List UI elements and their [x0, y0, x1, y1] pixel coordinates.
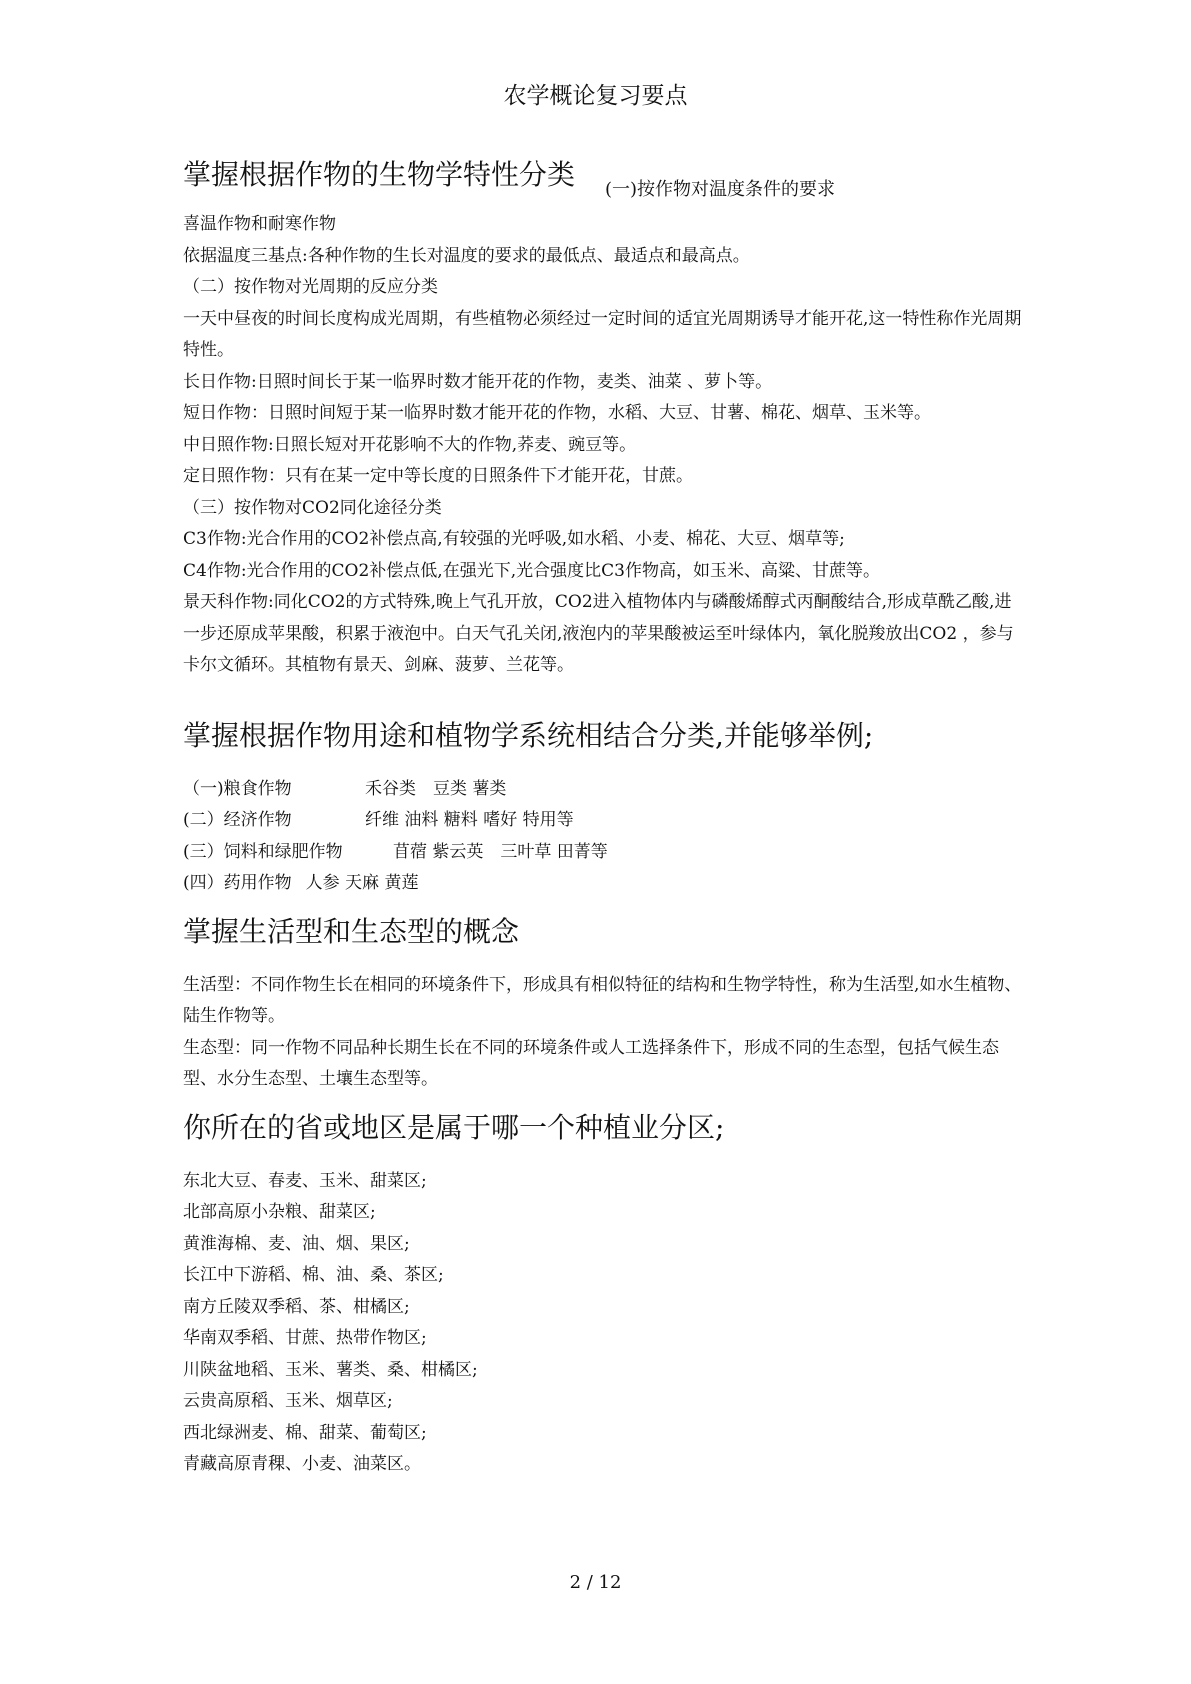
paragraph: C3作物:光合作用的CO2补偿点高,有较强的光呼吸,如水稻、小麦、棉花、大豆、烟草等;	[183, 529, 845, 549]
paragraph: （二）按作物对光周期的反应分类	[183, 277, 438, 297]
section-1-subheading: (一)按作物对温度条件的要求	[605, 179, 836, 200]
paragraph: 喜温作物和耐寒作物	[183, 214, 336, 234]
section-3-heading: 掌握生活型和生态型的概念	[183, 914, 520, 948]
crop-category: (三）饲料和绿肥作物	[183, 841, 343, 862]
paragraph: 景天科作物:同化CO2的方式特殊,晚上气孔开放，CO2进入植物体内与磷酸烯醇式丙酮酸结合,形成草酰乙酸,进一步还原成苹果酸，积累于液泡中。白天气孔关闭,液泡内的苹果酸被运至叶绿体内，氧化脱羧放出CO2 ，参与卡尔文循环。其植物有景天、剑麻、菠萝、兰花等。	[183, 592, 1014, 675]
paragraph: 依据温度三基点:各种作物的生长对温度的要求的最低点、最适点和最高点。	[183, 245, 750, 266]
paragraph: 中日照作物:日照长短对开花影响不大的作物,荞麦、豌豆等。	[183, 434, 637, 455]
crop-examples: 禾谷类 豆类 薯类	[365, 778, 507, 799]
list-item: 南方丘陵双季稻、茶、柑橘区;	[183, 1296, 410, 1317]
paragraph: 一天中昼夜的时间长度构成光周期，有些植物必须经过一定时间的适宜光周期诱导才能开花,这一特性称作光周期特性。	[183, 308, 1022, 360]
section-4-heading: 你所在的省或地区是属于哪一个种植业分区;	[183, 1110, 725, 1144]
list-item: 云贵高原稻、玉米、烟草区;	[183, 1391, 393, 1411]
list-item: 长江中下游稻、棉、油、桑、茶区;	[183, 1265, 444, 1285]
paragraph: 生活型：不同作物生长在相同的环境条件下，形成具有相似特征的结构和生物学特性，称为生活型,如水生植物、陆生作物等。	[183, 974, 1022, 1026]
page-number: 2 / 12	[569, 1572, 622, 1593]
paragraph: （三）按作物对CO2同化途径分类	[183, 497, 442, 518]
list-item: 川陕盆地稻、玉米、薯类、桑、柑橘区;	[183, 1359, 478, 1380]
list-item: 黄淮海棉、麦、油、烟、果区;	[183, 1233, 410, 1254]
page-title: 农学概论复习要点	[503, 83, 688, 109]
list-item: 西北绿洲麦、棉、甜菜、葡萄区;	[183, 1422, 427, 1443]
crop-category: （一)粮食作物	[183, 778, 292, 799]
section-1-header	[183, 155, 1023, 200]
document-body	[183, 155, 1023, 1481]
list-item: 东北大豆、春麦、玉米、甜菜区;	[183, 1170, 427, 1191]
list-item	[183, 868, 1023, 900]
paragraph: 短日作物：日照时间短于某一临界时数才能开花的作物，水稻、大豆、甘薯、棉花、烟草、玉米等。	[183, 403, 931, 423]
list-item	[183, 774, 1023, 806]
section-2-heading: 掌握根据作物用途和植物学系统相结合分类,并能够举例;	[183, 718, 874, 752]
list-item: 北部高原小杂粮、甜菜区;	[183, 1202, 376, 1222]
paragraph: 生态型：同一作物不同品种长期生长在不同的环境条件或人工选择条件下，形成不同的生态型，包括气候生态型、水分生态型、土壤生态型等。	[183, 1037, 999, 1089]
list-item	[183, 837, 1023, 869]
crop-examples: 苜蓿 紫云英 三叶草 田菁等	[393, 841, 608, 862]
paragraph: C4作物:光合作用的CO2补偿点低,在强光下,光合强度比C3作物高，如玉米、高粱、甘蔗等。	[183, 560, 880, 581]
list-item: 青藏高原青稞、小麦、油菜区。	[183, 1454, 421, 1474]
list-item: 华南双季稻、甘蔗、热带作物区;	[183, 1328, 427, 1348]
paragraph: 长日作物:日照时间长于某一临界时数才能开花的作物，麦类、油菜 、萝卜等。	[183, 371, 773, 392]
crop-category: (四）药用作物	[183, 873, 292, 893]
section-1-heading: 掌握根据作物的生物学特性分类	[183, 158, 576, 191]
paragraph: 定日照作物：只有在某一定中等长度的日照条件下才能开花，甘蔗。	[183, 466, 693, 486]
list-item	[183, 805, 1023, 837]
crop-examples: 纤维 油料 糖料 嗜好 特用等	[365, 810, 574, 830]
crop-category: (二）经济作物	[183, 810, 292, 830]
crop-examples: 人参 天麻 黄莲	[305, 873, 419, 893]
